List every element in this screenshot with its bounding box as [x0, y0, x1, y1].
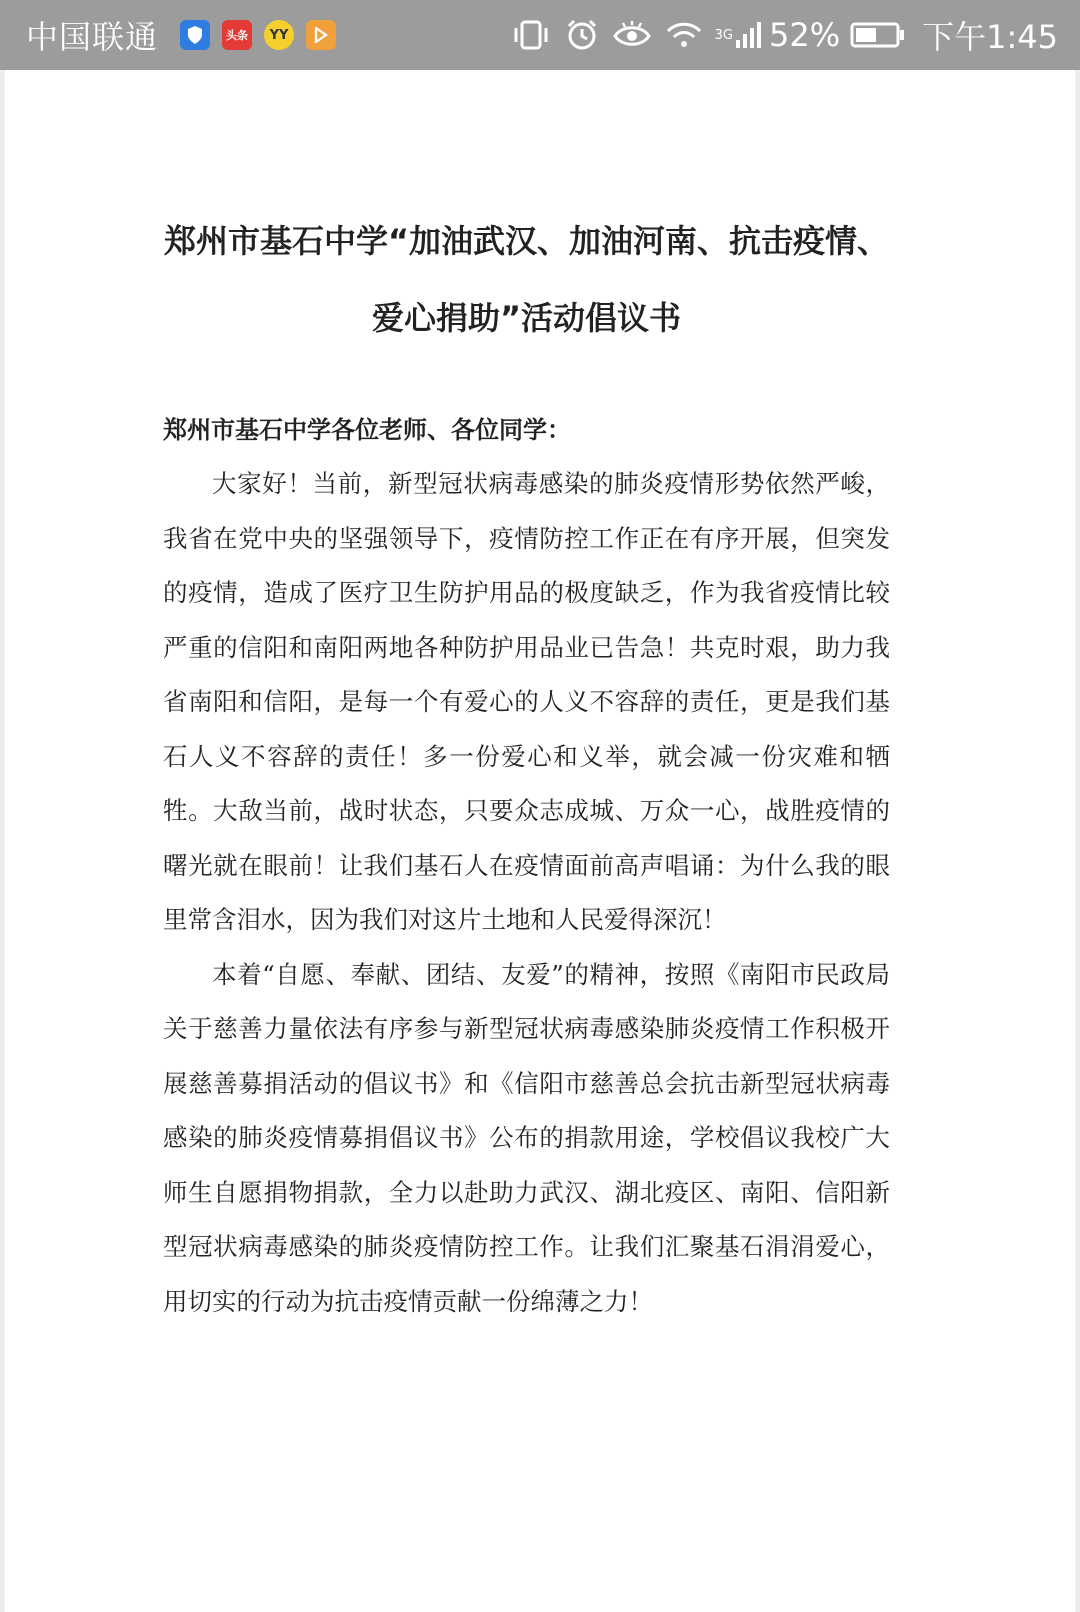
- document-title-line-2: 爱心捐助”活动倡议书: [371, 299, 682, 337]
- salutation: 郑州市基石中学各位老师、各位同学：: [163, 416, 571, 444]
- shield-icon: [180, 20, 210, 50]
- battery-icon: [850, 20, 906, 50]
- body-paragraph-1: 大家好！当前，新型冠状病毒感染的肺炎疫情形势依然严峻，我省在党中央的坚强领导下，疫情防控工作正在有序开展，但突发的疫情，造成了医疗卫生防护用品的极度缺乏，作为我省疫情比较严重的信阳和南阳两地各种防护用品业已告急！共克时艰，助力我省南阳和信阳，是每一个有爱心的人义不容辞的责任，更是我们基石人义不容辞的责任！多一份爱心和义举，就会减一份灾难和牺牲。大敌当前，战时状态，只要众志成城、万众一心，战胜疫情的曙光就在眼前！让我们基石人在疫情面前高声唱诵：为什么我的眼里常含泪水，因为我们对这片土地和人民爱得深沉！: [163, 469, 890, 934]
- signal-icon: [735, 20, 761, 50]
- status-bar: [0, 0, 1080, 70]
- carrier-name: 中国联通: [26, 18, 159, 56]
- clock: 下午1:45: [922, 18, 1058, 56]
- document-body: [163, 457, 890, 1329]
- document-page: [5, 70, 1075, 1612]
- play-icon: [306, 20, 336, 50]
- eye-care-icon: [613, 20, 651, 50]
- battery-percentage: 52%: [769, 16, 841, 54]
- toutiao-icon: 头条: [222, 20, 252, 50]
- alarm-icon: [565, 18, 599, 52]
- network-type: 3G: [714, 28, 733, 43]
- vibrate-icon: [511, 19, 551, 51]
- status-bar-right: [497, 12, 1058, 58]
- status-bar-left: [26, 12, 336, 58]
- yy-icon: YY: [264, 20, 294, 50]
- wifi-icon: [665, 20, 703, 50]
- body-paragraph-2: 本着“自愿、奉献、团结、友爱”的精神，按照《南阳市民政局关于慈善力量依法有序参与新型冠状病毒感染肺炎疫情工作积极开展慈善募捐活动的倡议书》和《信阳市慈善总会抗击新型冠状病毒感染的肺炎疫情募捐倡议书》公布的捐款用途，学校倡议我校广大师生自愿捐物捐款，全力以赴助力武汉、湖北疫区、南阳、信阳新型冠状病毒感染的肺炎疫情防控工作。让我们汇聚基石涓涓爱心，用切实的行动为抗击疫情贡献一份绵薄之力！: [163, 959, 890, 1316]
- document-title-line-1: 郑州市基石中学“加油武汉、加油河南、抗击疫情、: [163, 222, 890, 260]
